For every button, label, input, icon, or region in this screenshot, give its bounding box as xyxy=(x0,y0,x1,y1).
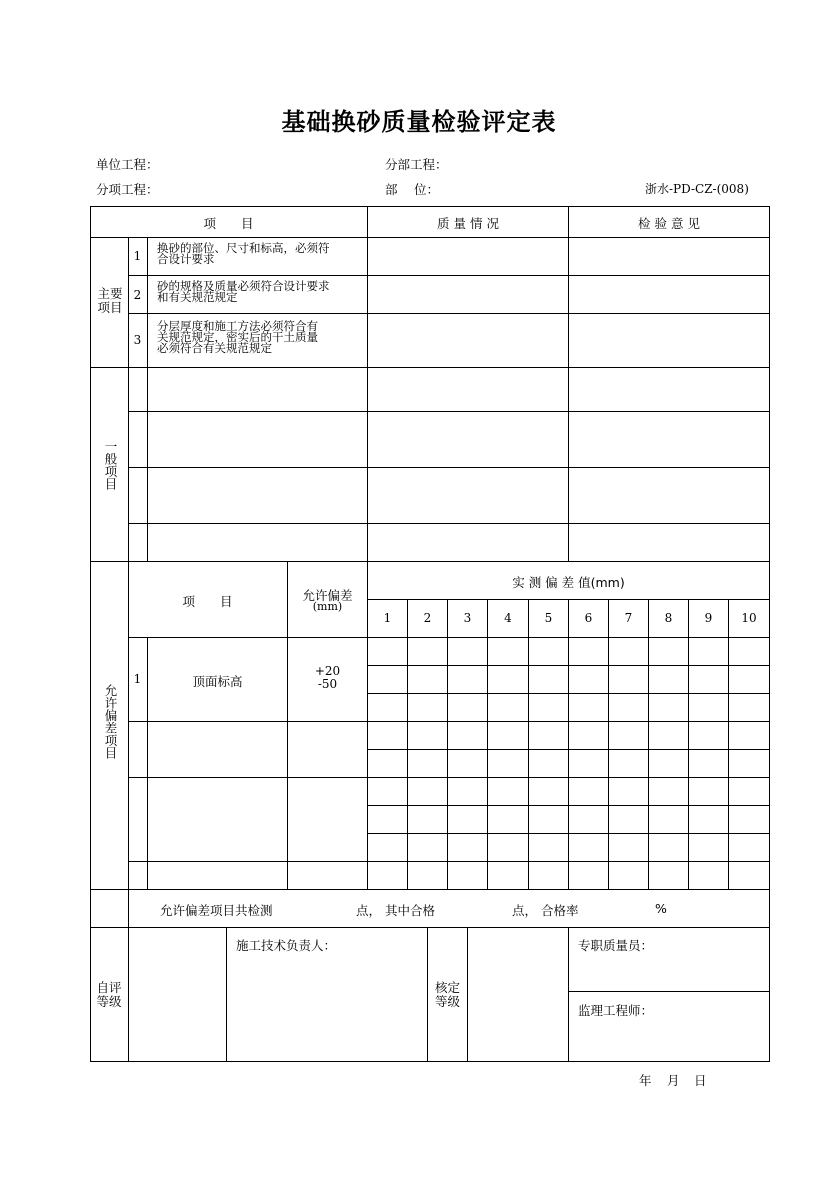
measure-col-1: 1 xyxy=(383,611,392,625)
date-month: 月 xyxy=(667,1073,680,1088)
measure-col-5: 5 xyxy=(544,611,553,625)
col-item-header: 项 目 xyxy=(203,216,254,231)
summary-text-1: 允许偏差项目共检测 xyxy=(160,903,273,918)
measure-col-10: 10 xyxy=(741,611,757,625)
main-item-text-3: 分层厚度和施工方法必须符合有 关规范规定，密实后的干土质量 必须符合有关规范规定 xyxy=(157,319,318,355)
unit-project-label: 单位工程： xyxy=(96,157,159,172)
main-item-no-3: 3 xyxy=(133,333,142,347)
supervisor-label: 监理工程师： xyxy=(578,1003,654,1018)
tol-item-allow-1: +20 -50 xyxy=(314,664,341,691)
tolerance-items-label: 允许偏差项目 xyxy=(103,684,118,759)
quality-officer-label: 专职质量员： xyxy=(578,938,654,953)
col-quality-header: 质 量 情 况 xyxy=(437,216,499,231)
measure-col-9: 9 xyxy=(704,611,713,625)
tol-col-item-header: 项 目 xyxy=(182,594,233,609)
general-items-label: 一般项目 xyxy=(103,440,118,490)
measure-col-2: 2 xyxy=(423,611,432,625)
division-project-label: 分部工程： xyxy=(385,157,448,172)
summary-text-3: 点， 合格率 xyxy=(512,903,579,918)
date-year: 年 xyxy=(639,1073,652,1088)
form-code: 浙水-PD-CZ-(008) xyxy=(645,182,749,196)
main-item-text-2: 砂的规格及质量必须符合设计要求 和有关规范规定 xyxy=(157,279,330,304)
measure-col-6: 6 xyxy=(584,611,593,625)
sub-item-project-label: 分项工程： xyxy=(96,182,159,197)
summary-text-4: % xyxy=(655,901,667,916)
measure-col-3: 3 xyxy=(463,611,472,625)
measure-col-7: 7 xyxy=(624,611,633,625)
tol-col-allow-unit: (mm) xyxy=(312,600,343,613)
summary-text-2: 点， 其中合格 xyxy=(356,903,435,918)
measure-col-4: 4 xyxy=(504,611,512,625)
main-item-text-1: 换砂的部位、尺寸和标高，必须符 合设计要求 xyxy=(157,241,330,266)
date-day: 日 xyxy=(694,1073,707,1088)
page-title: 基础换砂质量检验评定表 xyxy=(281,108,557,136)
location-label: 部 位： xyxy=(385,182,439,197)
tol-col-allow-header: 允许偏差 xyxy=(302,588,353,603)
col-opinion-header: 检 验 意 见 xyxy=(638,216,700,231)
tol-item-name-1: 顶面标高 xyxy=(192,674,243,689)
tech-lead-label: 施工技术负责人： xyxy=(236,938,337,953)
main-items-label: 主要 项目 xyxy=(97,286,123,315)
tol-col-measured-header: 实 测 偏 差 值(mm) xyxy=(512,575,625,590)
tol-item-no-1: 1 xyxy=(133,672,142,686)
verify-label: 核定 等级 xyxy=(434,980,460,1009)
main-item-no-2: 2 xyxy=(133,288,142,302)
measure-col-8: 8 xyxy=(664,611,673,625)
self-eval-label: 自评 等级 xyxy=(96,980,122,1009)
main-item-no-1: 1 xyxy=(133,249,142,263)
